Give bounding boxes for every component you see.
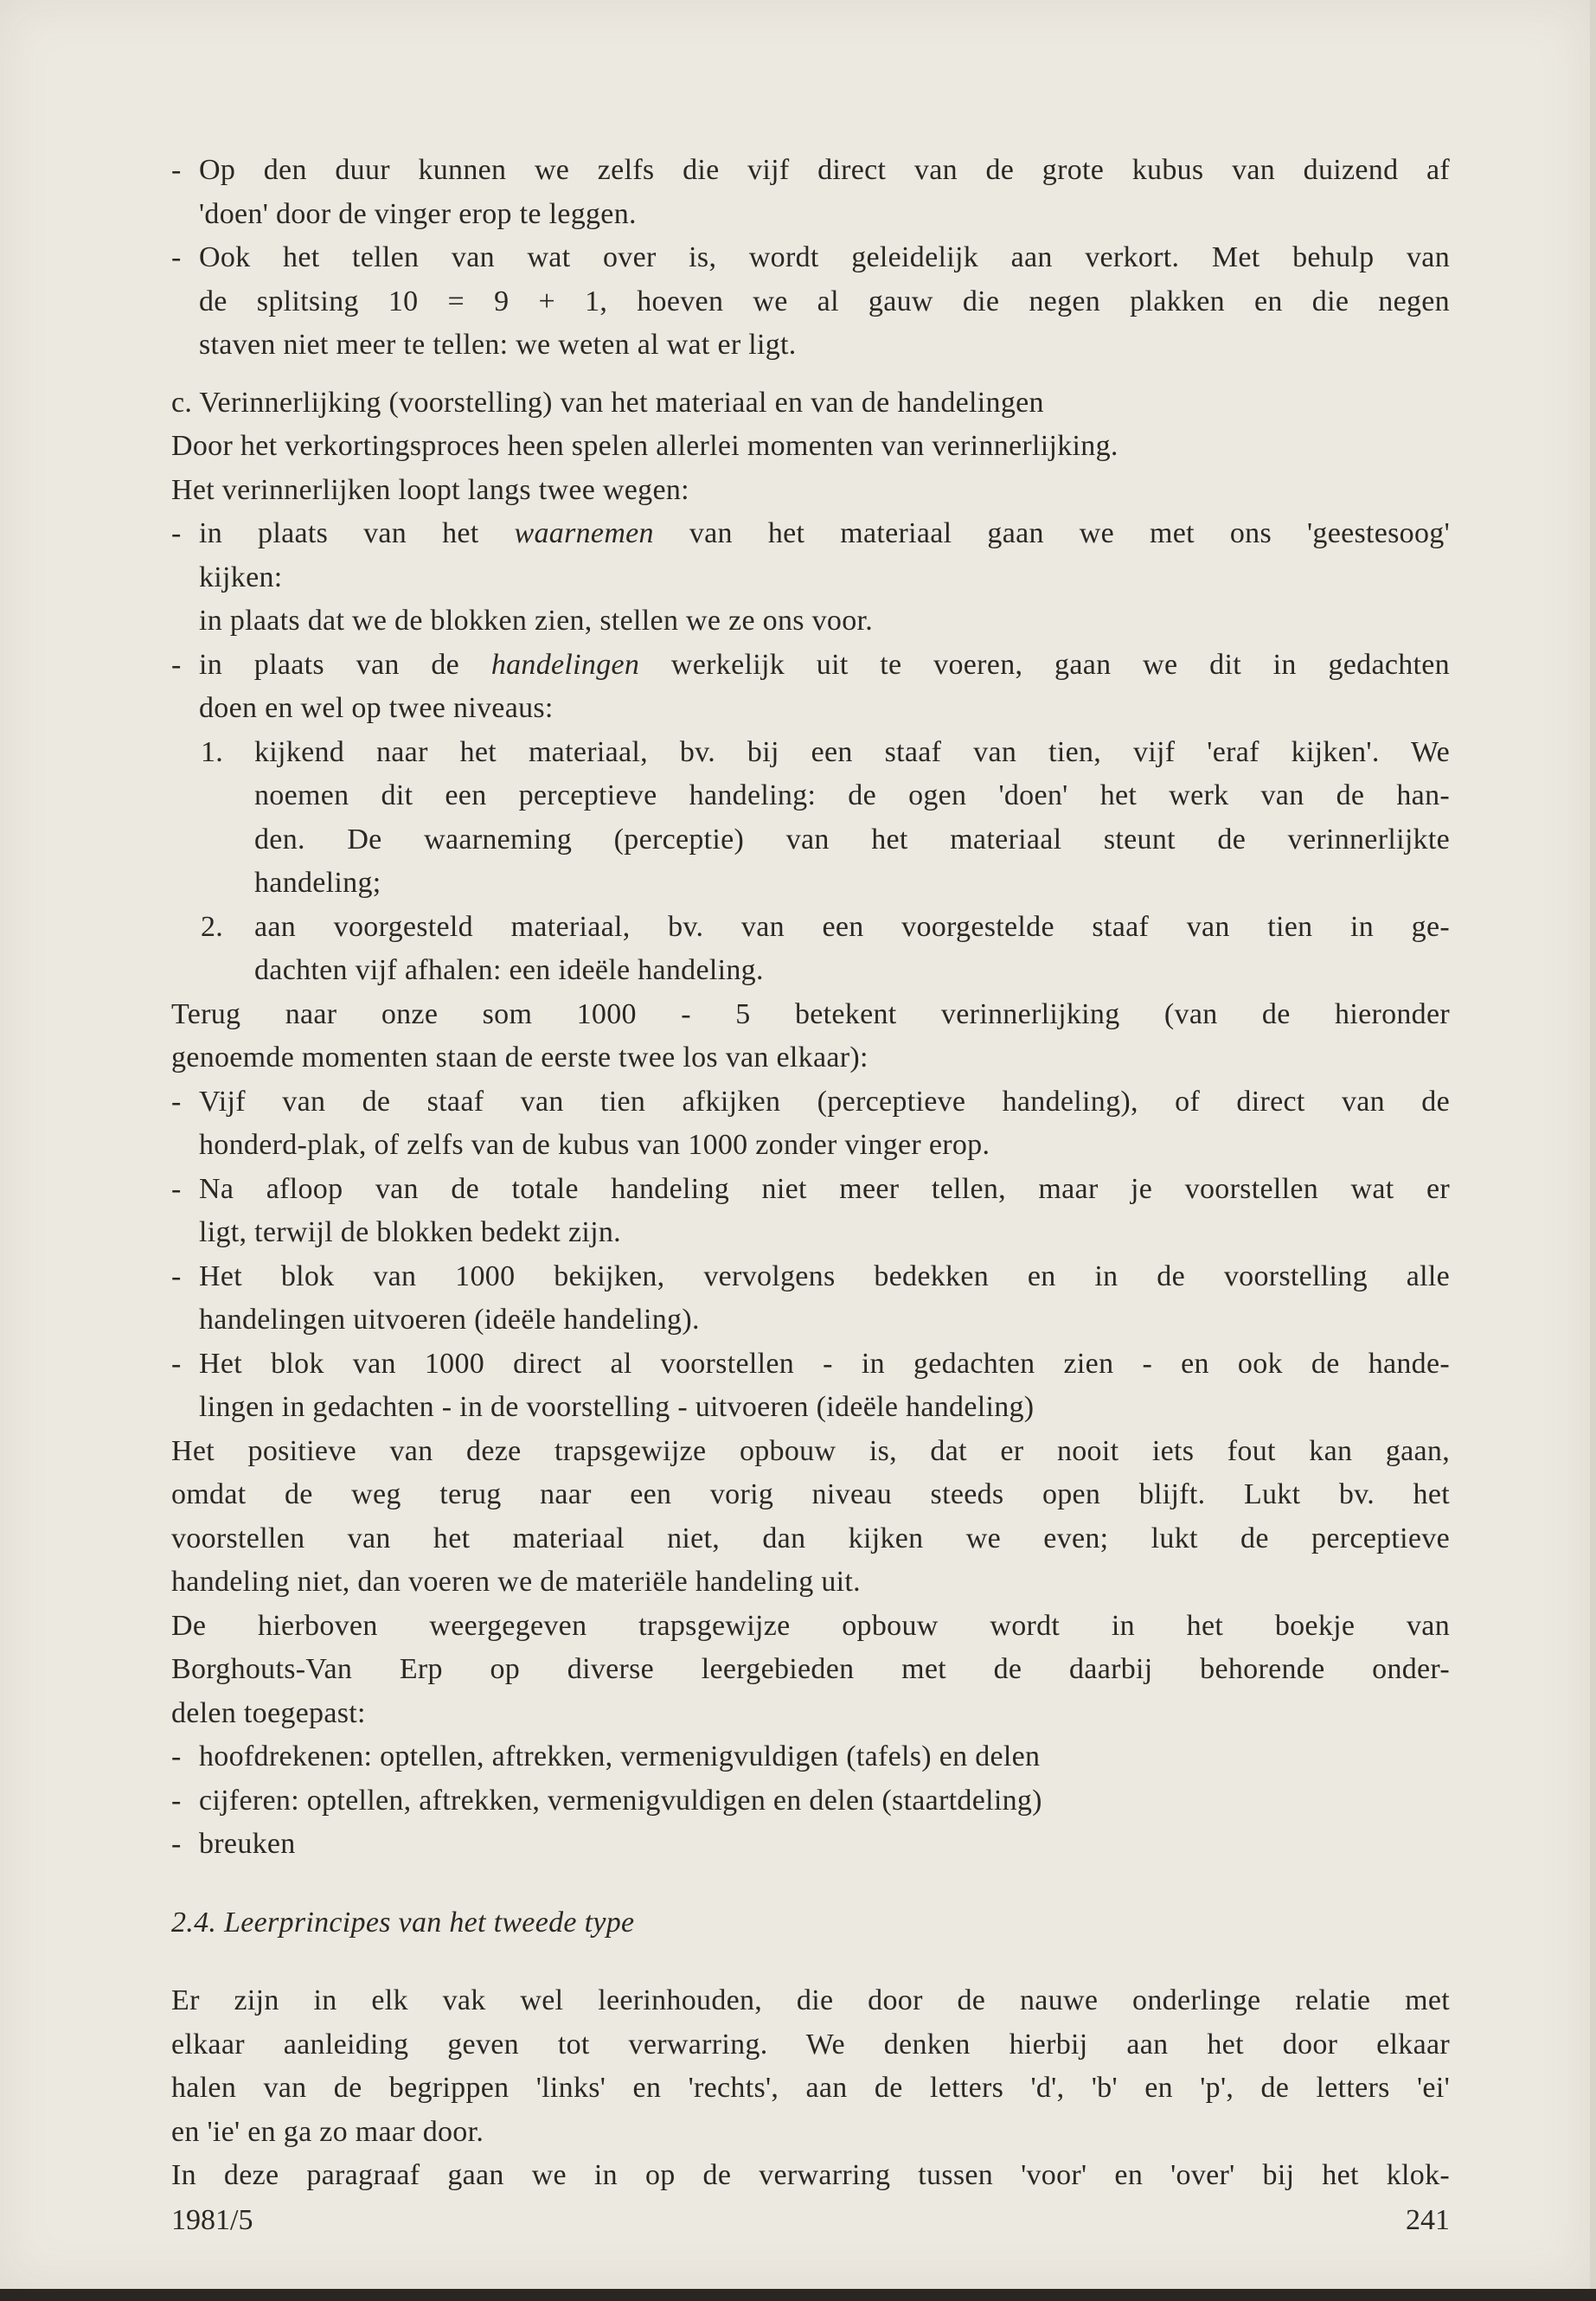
list-item: [171, 1823, 1450, 1867]
list-item: [171, 512, 1450, 644]
item-number: 1.: [201, 735, 224, 768]
dash: -: [171, 241, 182, 273]
text-line: dachten vijf afhalen: een ideële handeling.: [254, 954, 764, 986]
text-line: Terug naar onze som 1000 - 5 betekent verinnerlijking (van de hieronder: [171, 997, 1450, 1030]
item-number: 2.: [201, 910, 224, 943]
text-line: Door het verkortingsproces heen spelen allerlei momenten van verinnerlijking.: [171, 430, 1118, 462]
text-line: breuken: [199, 1828, 296, 1860]
dash: -: [171, 154, 182, 186]
scan-border: [0, 2289, 1596, 2301]
text-line: Het blok van 1000 direct al voorstellen - in gedachten zien - en ook de hande-: [199, 1347, 1450, 1380]
text-line: handelingen uitvoeren (ideële handeling).: [199, 1304, 700, 1336]
text-line: In deze paragraaf gaan we in op de verwarring tussen 'voor' en 'over' bij het klok-: [171, 2159, 1450, 2191]
dash: -: [171, 1259, 182, 1292]
text-line: in plaats dat we de blokken zien, stellen we ze ons voor.: [199, 605, 874, 637]
dash: -: [171, 1347, 182, 1380]
emphasis: handelingen: [490, 648, 640, 681]
dash: -: [171, 1172, 182, 1205]
page-edge: [1590, 0, 1596, 2301]
text-line: kijken:: [199, 561, 283, 593]
text-line: De hierboven weergegeven trapsgewijze opbouw wordt in het boekje van: [171, 1609, 1450, 1642]
text-line: doen en wel op twee niveaus:: [199, 692, 554, 724]
dash: -: [171, 1828, 182, 1860]
list-item: [171, 236, 1450, 368]
text-line: Het blok van 1000 bekijken, vervolgens bedekken en in de voorstelling alle: [199, 1259, 1450, 1292]
dash: -: [171, 1784, 182, 1817]
numbered-item: [171, 731, 1450, 906]
text-line: Vijf van de staaf van tien afkijken (perceptieve handeling), of direct van de: [199, 1085, 1450, 1118]
text-line: delen toegepast:: [171, 1696, 366, 1729]
section-c-title: c. Verinnerlijking (voorstelling) van het materiaal en van de handelingen: [171, 386, 1044, 419]
text-line: lingen in gedachten - in de voorstelling - uitvoeren (ideële handeling): [199, 1391, 1035, 1423]
dash: -: [171, 1085, 182, 1118]
dash: -: [171, 517, 182, 549]
text-line: omdat de weg terug naar een vorig niveau steeds open blijft. Lukt bv. het: [171, 1478, 1450, 1510]
text-line: den. De waarneming (perceptie) van het materiaal steunt de verinnerlijkte: [254, 823, 1450, 856]
list-item: [171, 1080, 1450, 1168]
emphasis: waarnemen: [514, 517, 654, 549]
list-item: [171, 149, 1450, 236]
text-line: aan voorgesteld materiaal, bv. van een voorgestelde staaf van tien in ge-: [254, 910, 1450, 943]
list-item: [171, 1255, 1450, 1343]
text-line: Ook het tellen van wat over is, wordt geleidelijk aan verkort. Met behulp van: [199, 241, 1450, 273]
text-line: elkaar aanleiding geven tot verwarring. We denken hierbij aan het door elkaar: [171, 2028, 1450, 2061]
dash: -: [171, 648, 182, 681]
page-number: 241: [1406, 2204, 1450, 2236]
text-line: handeling;: [254, 867, 381, 899]
list-item: [171, 1735, 1450, 1779]
text-line: Op den duur kunnen we zelfs die vijf direct van de grote kubus van duizend af: [199, 154, 1450, 186]
list-item: [171, 1779, 1450, 1823]
text-line: Na afloop van de totale handeling niet meer tellen, maar je voorstellen wat er: [199, 1172, 1450, 1205]
text-line: hoofdrekenen: optellen, aftrekken, vermenigvuldigen (tafels) en delen: [199, 1740, 1041, 1772]
section-heading: 2.4. Leerprincipes van het tweede type: [171, 1906, 635, 1939]
text-line: handeling niet, dan voeren we de materiële handeling uit.: [171, 1566, 861, 1598]
list-item: [171, 644, 1450, 731]
text-line: staven niet meer te tellen: we weten al wat er ligt.: [199, 329, 797, 361]
text-line: en 'ie' en ga zo maar door.: [171, 2115, 484, 2148]
text-line: Er zijn in elk vak wel leerinhouden, die door de nauwe onderlinge relatie met: [171, 1984, 1450, 2016]
dash: -: [171, 1740, 182, 1772]
numbered-item: [171, 906, 1450, 993]
text-line: in plaats van de handelingen werkelijk uit te voeren, gaan we dit in gedachten: [199, 648, 1450, 681]
text-line: genoemde momenten staan de eerste twee los van elkaar):: [171, 1042, 869, 1074]
text-line: voorstellen van het materiaal niet, dan kijken we even; lukt de perceptieve: [171, 1522, 1450, 1554]
text-line: Het positieve van deze trapsgewijze opbouw is, dat er nooit iets fout kan gaan,: [171, 1434, 1450, 1467]
list-item: [171, 1343, 1450, 1430]
text-line: halen van de begrippen 'links' en 'rechts', aan de letters 'd', 'b' en 'p', de letters 'ei': [171, 2072, 1450, 2104]
issue-label: 1981/5: [171, 2204, 253, 2236]
text-line: kijkend naar het materiaal, bv. bij een staaf van tien, vijf 'eraf kijken'. We: [254, 735, 1450, 768]
text-line: noemen dit een perceptieve handeling: de ogen 'doen' het werk van de han-: [254, 779, 1450, 811]
text-line: Het verinnerlijken loopt langs twee wegen:: [171, 473, 689, 506]
list-item: [171, 1168, 1450, 1255]
text-line: de splitsing 10 = 9 + 1, hoeven we al gauw die negen plakken en die negen: [199, 285, 1450, 317]
text-line: 'doen' door de vinger erop te leggen.: [199, 197, 637, 230]
page-footer: [171, 2204, 1450, 2237]
body-text: [171, 149, 1450, 2198]
text-line: Borghouts-Van Erp op diverse leergebieden met de daarbij behorende onder-: [171, 1653, 1450, 1685]
text-line: ligt, terwijl de blokken bedekt zijn.: [199, 1216, 621, 1248]
text-line: honderd-plak, of zelfs van de kubus van 1000 zonder vinger erop.: [199, 1129, 990, 1161]
text-line: cijferen: optellen, aftrekken, vermenigvuldigen en delen (staartdeling): [199, 1784, 1042, 1817]
text-line: in plaats van het waarnemen van het materiaal gaan we met ons 'geestesoog': [199, 517, 1450, 549]
